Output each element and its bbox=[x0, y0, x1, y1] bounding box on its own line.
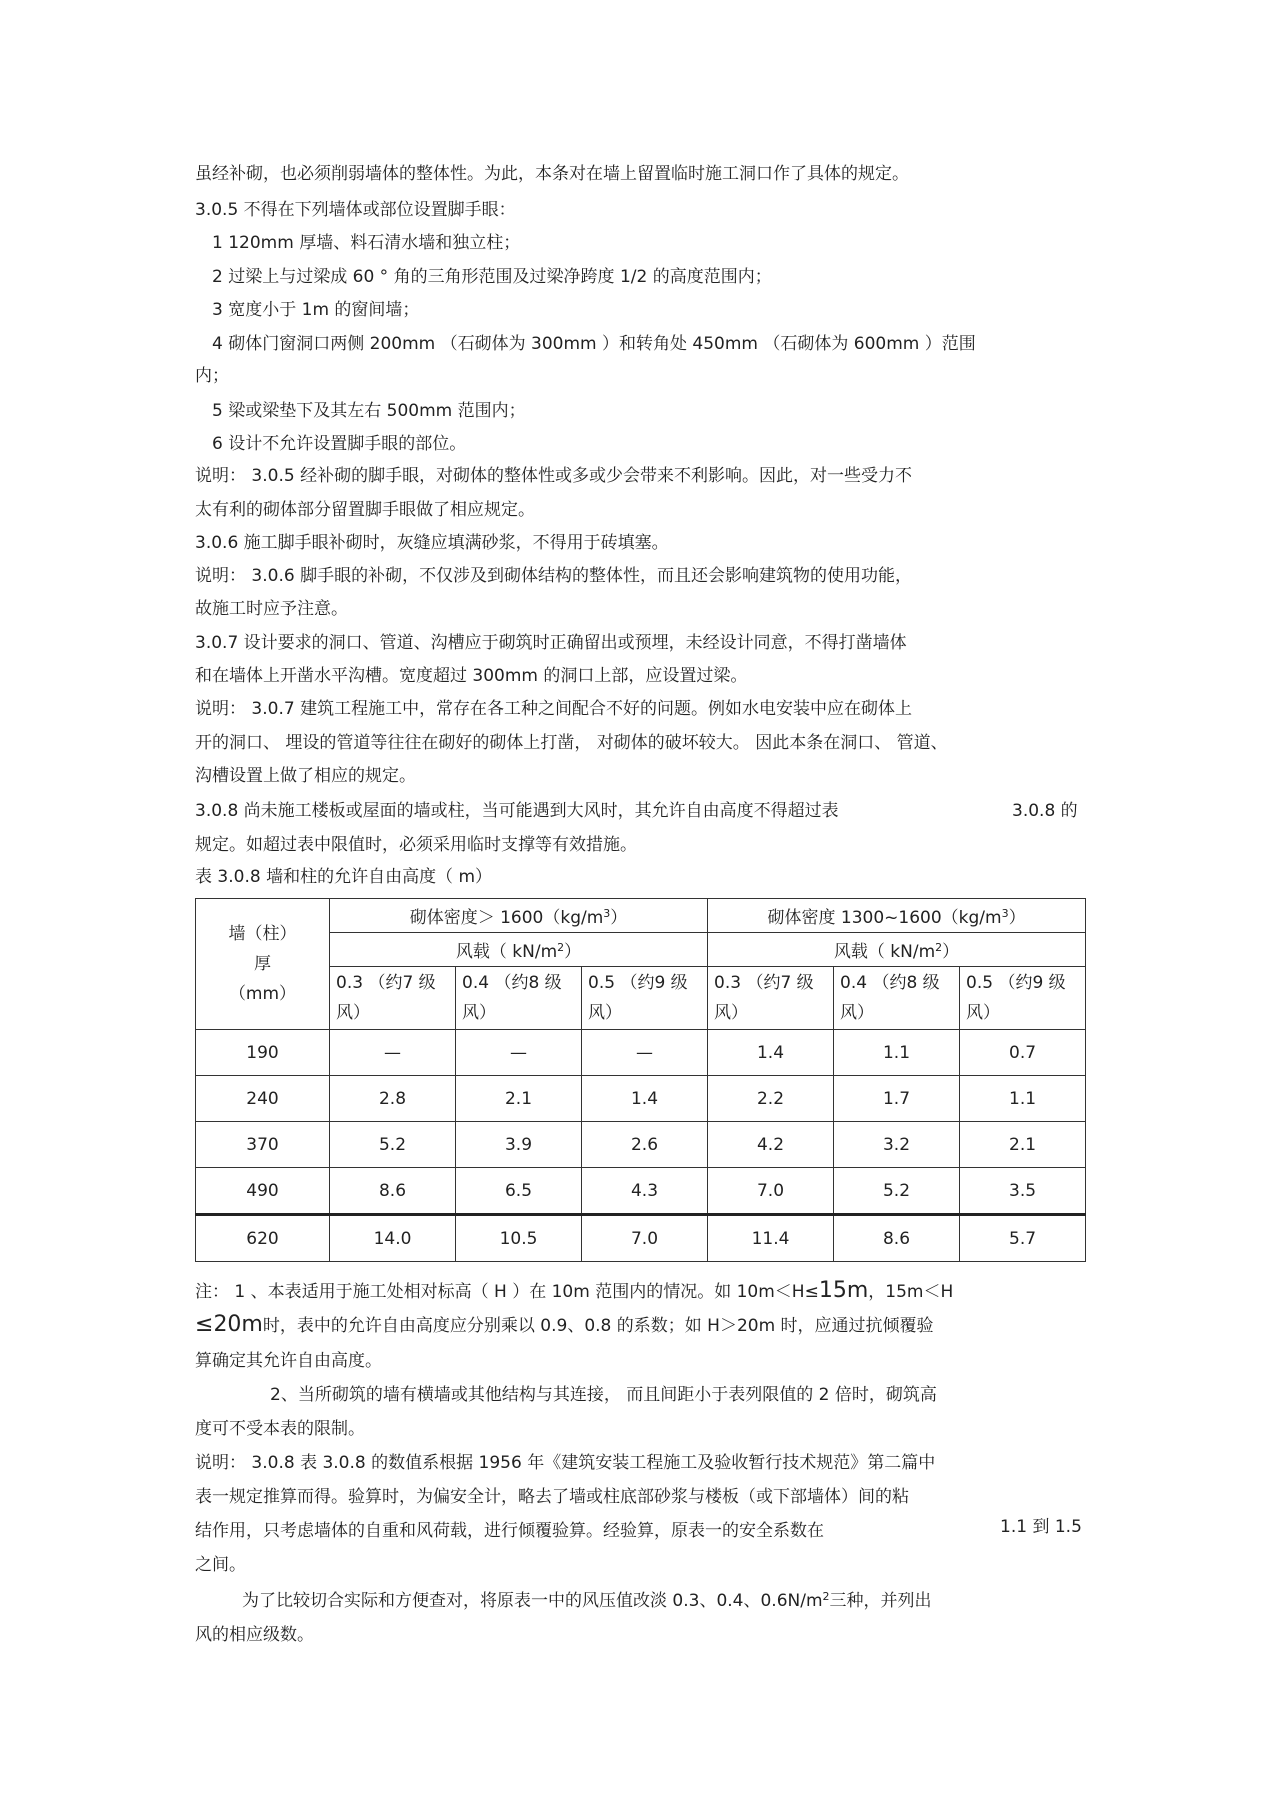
note-text: 时，表中的允许自由高度应分别乘以 0.9、0.8 的系数；如 H＞20m 时，应通过抗倾覆验 bbox=[262, 1316, 934, 1336]
clause-3-0-8-cont: 规定。如超过表中限值时，必须采用临时支撑等有效措施。 bbox=[195, 835, 637, 855]
table-note-2-cont: 度可不受本表的限制。 bbox=[195, 1419, 365, 1439]
table-row bbox=[196, 1030, 1086, 1076]
table-row bbox=[196, 1076, 1086, 1122]
table-cell: 11.4 bbox=[708, 1215, 834, 1262]
table-cell: 1.4 bbox=[708, 1030, 834, 1076]
table-cell: 2.1 bbox=[456, 1076, 582, 1122]
wind-level-suffix: 风） bbox=[336, 1003, 370, 1023]
table-note-1-cont bbox=[195, 1314, 934, 1337]
table-cell: 10.5 bbox=[456, 1215, 582, 1262]
table-cell: 8.6 bbox=[330, 1168, 456, 1215]
clause-3-0-7-cont: 和在墙体上开凿水平沟槽。宽度超过 300mm 的洞口上部，应设置过梁。 bbox=[195, 666, 748, 686]
header-density-low bbox=[708, 899, 1086, 933]
list-item-2: 2 过梁上与过梁成 60 ° 角的三角形范围及过梁净跨度 1/2 的高度范围内； bbox=[212, 267, 772, 287]
note-3-0-8-cont3: 之间。 bbox=[195, 1555, 246, 1575]
note-3-0-8-para2-cont: 风的相应级数。 bbox=[195, 1625, 314, 1645]
table-cell: — bbox=[582, 1030, 708, 1076]
note-text: 三种，并列出 bbox=[829, 1591, 932, 1611]
note-3-0-7: 说明： 3.0.7 建筑工程施工中，常存在各工种之间配合不好的问题。例如水电安装中应在砌体上 bbox=[195, 699, 913, 719]
clause-3-0-8: 3.0.8 尚未施工楼板或屋面的墙或柱，当可能遇到大风时，其允许自由高度不得超过表 bbox=[195, 801, 839, 821]
header-wall-line1: 墙（柱） bbox=[228, 924, 297, 944]
text-line: 虽经补砌，也必须削弱墙体的整体性。为此，本条对在墙上留置临时施工洞口作了具体的规定。 bbox=[195, 164, 909, 184]
note-3-0-8-cont: 表一规定推算而得。验算时，为偏安全计，略去了墙或柱底部砂浆与楼板（或下部墙体）间的粘 bbox=[195, 1487, 909, 1507]
superscript: 2 bbox=[935, 941, 943, 954]
list-item-5: 5 梁或梁垫下及其左右 500mm 范围内； bbox=[212, 401, 526, 421]
table-cell: 2.8 bbox=[330, 1076, 456, 1122]
header-density-high bbox=[330, 899, 708, 933]
wind-level-cell bbox=[330, 967, 456, 1030]
wind-level-value: 0.3 （约7 级 bbox=[336, 973, 436, 993]
table-note-1 bbox=[195, 1280, 953, 1303]
table-cell: 1.7 bbox=[834, 1076, 960, 1122]
table-cell: 620 bbox=[196, 1215, 330, 1262]
safety-factor-range: 1.1 到 1.5 bbox=[1000, 1517, 1082, 1537]
note-text-large: 15m bbox=[818, 1278, 869, 1303]
paren-close: ） bbox=[610, 908, 628, 928]
list-item-3: 3 宽度小于 1m 的窗间墙； bbox=[212, 300, 420, 320]
paren-close: ） bbox=[564, 942, 582, 962]
paren-close: ） bbox=[1008, 908, 1026, 928]
note-3-0-8-para2 bbox=[242, 1590, 932, 1612]
header-wind-load-b bbox=[708, 933, 1086, 967]
wind-level-suffix: 风） bbox=[588, 1003, 622, 1023]
table-cell: 5.2 bbox=[834, 1168, 960, 1215]
clause-3-0-7: 3.0.7 设计要求的洞口、管道、沟槽应于砌筑时正确留出或预埋，未经设计同意，不得打凿墙体 bbox=[195, 633, 907, 653]
note-3-0-7-cont2: 沟槽设置上做了相应的规定。 bbox=[195, 766, 416, 786]
note-3-0-6: 说明： 3.0.6 脚手眼的补砌，不仅涉及到砌体结构的整体性，而且还会影响建筑物的使用功能， bbox=[195, 566, 913, 586]
table-cell: 3.9 bbox=[456, 1122, 582, 1168]
header-density-low-label: 砌体密度 1300~1600（kg/m bbox=[767, 908, 1002, 928]
table-row bbox=[196, 1168, 1086, 1215]
table-cell: 5.7 bbox=[960, 1215, 1086, 1262]
wind-level-value: 0.3 （约7 级 bbox=[714, 973, 814, 993]
table-cell: 370 bbox=[196, 1122, 330, 1168]
wind-level-value: 0.5 （约9 级 bbox=[966, 973, 1066, 993]
clause-3-0-5: 3.0.5 不得在下列墙体或部位设置脚手眼： bbox=[195, 200, 516, 220]
table-note-1-cont2: 算确定其允许自由高度。 bbox=[195, 1351, 382, 1371]
table-cell: 3.2 bbox=[834, 1122, 960, 1168]
table-caption: 表 3.0.8 墙和柱的允许自由高度（ m） bbox=[195, 867, 493, 887]
table-cell: 2.6 bbox=[582, 1122, 708, 1168]
note-text: 为了比较切合实际和方便查对，将原表一中的风压值改淡 0.3、0.4、0.6N/m bbox=[242, 1591, 823, 1611]
header-wall-line3: （mm） bbox=[228, 984, 297, 1004]
table-row bbox=[196, 1215, 1086, 1262]
table-cell: 5.2 bbox=[330, 1122, 456, 1168]
note-3-0-6-cont: 故施工时应予注意。 bbox=[195, 599, 348, 619]
wind-level-suffix: 风） bbox=[966, 1003, 1001, 1023]
wind-level-cell bbox=[582, 967, 708, 1030]
clause-3-0-6: 3.0.6 施工脚手眼补砌时，灰缝应填满砂浆，不得用于砖填塞。 bbox=[195, 533, 669, 553]
table-cell: 7.0 bbox=[708, 1168, 834, 1215]
wind-level-value: 0.4 （约8 级 bbox=[462, 973, 562, 993]
clause-3-0-8-ref: 3.0.8 的 bbox=[1012, 801, 1078, 821]
wind-load-label: 风载（ kN/m bbox=[455, 942, 558, 962]
list-item-6: 6 设计不允许设置脚手眼的部位。 bbox=[212, 434, 467, 454]
note-3-0-7-cont: 开的洞口、 埋设的管道等往往在砌好的砌体上打凿， 对砌体的破坏较大。 因此本条在洞口、 管道、 bbox=[195, 733, 948, 753]
list-item-1: 1 120mm 厚墙、料石清水墙和独立柱； bbox=[212, 233, 521, 253]
table-cell: 0.7 bbox=[960, 1030, 1086, 1076]
wind-load-label: 风载（ kN/m bbox=[833, 942, 936, 962]
wind-level-cell bbox=[708, 967, 834, 1030]
table-cell: 4.3 bbox=[582, 1168, 708, 1215]
wind-level-cell bbox=[960, 967, 1086, 1030]
table-cell: 6.5 bbox=[456, 1168, 582, 1215]
table-cell: 7.0 bbox=[582, 1215, 708, 1262]
note-3-0-8: 说明： 3.0.8 表 3.0.8 的数值系根据 1956 年《建筑安装工程施工及验收暂行技术规范》第二篇中 bbox=[195, 1453, 936, 1473]
header-wall-line2: 厚 bbox=[254, 954, 271, 974]
table-cell: 190 bbox=[196, 1030, 330, 1076]
superscript: 2 bbox=[822, 1590, 830, 1603]
table-cell: — bbox=[330, 1030, 456, 1076]
wind-level-suffix: 风） bbox=[462, 1003, 496, 1023]
free-height-table bbox=[195, 898, 1086, 1262]
table-cell: 8.6 bbox=[834, 1215, 960, 1262]
list-item-4-cont: 内； bbox=[195, 366, 229, 386]
note-3-0-5-cont: 太有利的砌体部分留置脚手眼做了相应规定。 bbox=[195, 500, 535, 520]
table-row bbox=[196, 1122, 1086, 1168]
note-3-0-8-cont2: 结作用，只考虑墙体的自重和风荷载，进行倾覆验算。经验算，原表一的安全系数在 bbox=[195, 1521, 824, 1541]
table-cell: 1.1 bbox=[960, 1076, 1086, 1122]
wind-level-cell bbox=[834, 967, 960, 1030]
table-cell: 1.1 bbox=[834, 1030, 960, 1076]
note-3-0-5: 说明： 3.0.5 经补砌的脚手眼，对砌体的整体性或多或少会带来不利影响。因此，对一些受力不 bbox=[195, 466, 913, 486]
note-text: ，15m＜H bbox=[868, 1282, 954, 1302]
wind-level-suffix: 风） bbox=[714, 1003, 749, 1023]
wind-level-suffix: 风） bbox=[840, 1003, 875, 1023]
wind-level-cell bbox=[456, 967, 582, 1030]
table-note-2: 2、当所砌筑的墙有横墙或其他结构与其连接， 而且间距小于表列限值的 2 倍时，砌筑高 bbox=[270, 1385, 937, 1405]
note-text-large: 20m bbox=[213, 1312, 263, 1337]
table-cell: — bbox=[456, 1030, 582, 1076]
table-cell: 4.2 bbox=[708, 1122, 834, 1168]
wind-level-value: 0.5 （约9 级 bbox=[588, 973, 688, 993]
table-cell: 490 bbox=[196, 1168, 330, 1215]
wind-level-value: 0.4 （约8 级 bbox=[840, 973, 940, 993]
table-cell: 3.5 bbox=[960, 1168, 1086, 1215]
note-text-large: ≤ bbox=[195, 1312, 214, 1337]
superscript: 3 bbox=[603, 907, 611, 920]
table-cell: 14.0 bbox=[330, 1215, 456, 1262]
superscript: 2 bbox=[557, 941, 565, 954]
list-item-4: 4 砌体门窗洞口两侧 200mm （石砌体为 300mm ）和转角处 450mm （石砌体为 600mm ）范围 bbox=[212, 334, 976, 354]
header-wall-thickness bbox=[196, 899, 330, 1030]
table-cell: 2.2 bbox=[708, 1076, 834, 1122]
header-density-high-label: 砌体密度＞ 1600（kg/m bbox=[409, 908, 604, 928]
note-text: 注： 1 、本表适用于施工处相对标高（ H ）在 10m 范围内的情况。如 10m＜H≤ bbox=[195, 1282, 819, 1302]
paren-close: ） bbox=[942, 942, 960, 962]
header-wind-load-a bbox=[330, 933, 708, 967]
superscript: 3 bbox=[1001, 907, 1009, 920]
table-cell: 2.1 bbox=[960, 1122, 1086, 1168]
table-cell: 240 bbox=[196, 1076, 330, 1122]
table-cell: 1.4 bbox=[582, 1076, 708, 1122]
